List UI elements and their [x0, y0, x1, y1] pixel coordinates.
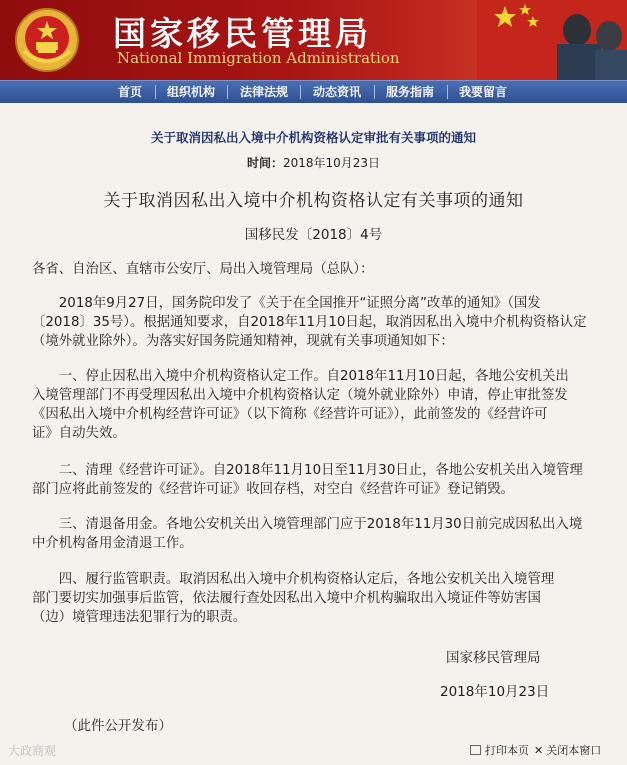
flag-and-officers-icon — [477, 0, 627, 80]
salutation — [32, 260, 600, 279]
nav-organization[interactable]: 组织机构 — [166, 85, 215, 99]
site-subtitle: National Immigration Administration — [117, 49, 400, 67]
time-value: 2018年10月23日 — [282, 156, 381, 170]
paragraph-line: 部门应将此前签发的《经营许可证》收回存档，对空白《经营许可证》登记销毁。 — [32, 482, 515, 497]
article-content — [0, 102, 627, 765]
paragraph-line: 四、履行监管职责。取消因私出入境中介机构资格认定后，各地公安机关出入境管理 — [32, 572, 555, 587]
paragraph-intro — [32, 294, 600, 351]
main-nav — [0, 80, 627, 103]
nav-divider — [447, 85, 448, 99]
paragraph-line: 二、清理《经营许可证》。自2018年11月10日至11月30日止，各地公安机关出入境管理 — [32, 463, 583, 478]
time-label: 时间： — [246, 156, 283, 170]
national-emblem-icon — [14, 7, 80, 73]
publish-note: （此件公开发布） — [64, 718, 172, 734]
print-label: 打印本页 — [485, 744, 529, 757]
close-icon: ✕ — [534, 744, 544, 757]
printer-icon — [470, 745, 481, 755]
nav-leave-message[interactable]: 我要留言 — [458, 85, 507, 99]
paragraph-line: 入境管理部门不再受理因私出入境中介机构资格认定（境外就业除外）申请，停止审批签发 — [32, 388, 568, 403]
paragraph-line: 中介机构备用金清退工作。 — [32, 536, 193, 551]
nav-divider — [300, 85, 301, 99]
article-headline: 关于取消因私出入境中介机构资格认定审批有关事项的通知 — [150, 130, 476, 145]
nav-home[interactable]: 首页 — [117, 85, 142, 99]
article-time — [0, 154, 627, 171]
paragraph-line: （边）境管理违法犯罪行为的职责。 — [32, 610, 247, 625]
paragraph-line: 一、停止因私出入境中介机构资格认定工作。自2018年11月10日起，各地公安机关出 — [32, 369, 569, 384]
paragraph-item-2 — [32, 461, 600, 499]
nav-news[interactable]: 动态资讯 — [312, 85, 361, 99]
paragraph-line: 部门要切实加强事后监管，依法履行查处因私出入境中介机构骗取出入境证件等妨害国 — [32, 591, 541, 606]
print-page-link[interactable] — [470, 742, 529, 758]
watermark-text: 大政商观 — [8, 744, 57, 758]
signature-org: 国家移民管理局 — [446, 650, 541, 666]
document-number: 国移民发〔2018〕4号 — [244, 227, 383, 243]
site-banner — [0, 0, 627, 80]
nav-divider — [155, 85, 156, 99]
salutation-text: 各省、自治区、直辖市公安厅、局出入境管理局（总队）： — [32, 262, 374, 277]
signature-date: 2018年10月23日 — [440, 684, 550, 700]
close-label: 关闭本窗口 — [546, 744, 602, 757]
paragraph-item-1 — [32, 367, 600, 443]
paragraph-item-4 — [32, 570, 600, 627]
paragraph-line: 《因私出入境中介机构经营许可证》（以下简称《经营许可证》），此前签发的《经营许可 — [32, 407, 548, 422]
document-title: 关于取消因私出入境中介机构资格认定有关事项的通知 — [103, 191, 524, 211]
paragraph-item-3 — [32, 515, 600, 553]
paragraph-line: 证》自动失效。 — [32, 426, 126, 441]
paragraph-line: 三、清退备用金。各地公安机关出入境管理部门应于2018年11月30日前完成因私出入境 — [32, 517, 583, 532]
paragraph-line: （境外就业除外）。为落实好国务院通知精神，现就有关事项通知如下： — [32, 334, 454, 349]
close-window-link[interactable] — [534, 742, 601, 758]
nav-laws[interactable]: 法律法规 — [239, 85, 288, 99]
paragraph-line: 〔2018〕35号）。根据通知要求，自2018年11月10日起，取消因私出入境中介机构资格认定 — [32, 315, 587, 330]
nav-divider — [374, 85, 375, 99]
site-title: 国家移民管理局 — [113, 14, 372, 53]
nav-service-guide[interactable]: 服务指南 — [385, 85, 434, 99]
paragraph-line: 2018年9月27日，国务院印发了《关于在全国推开“证照分离”改革的通知》（国发 — [32, 296, 541, 311]
nav-divider — [227, 85, 228, 99]
